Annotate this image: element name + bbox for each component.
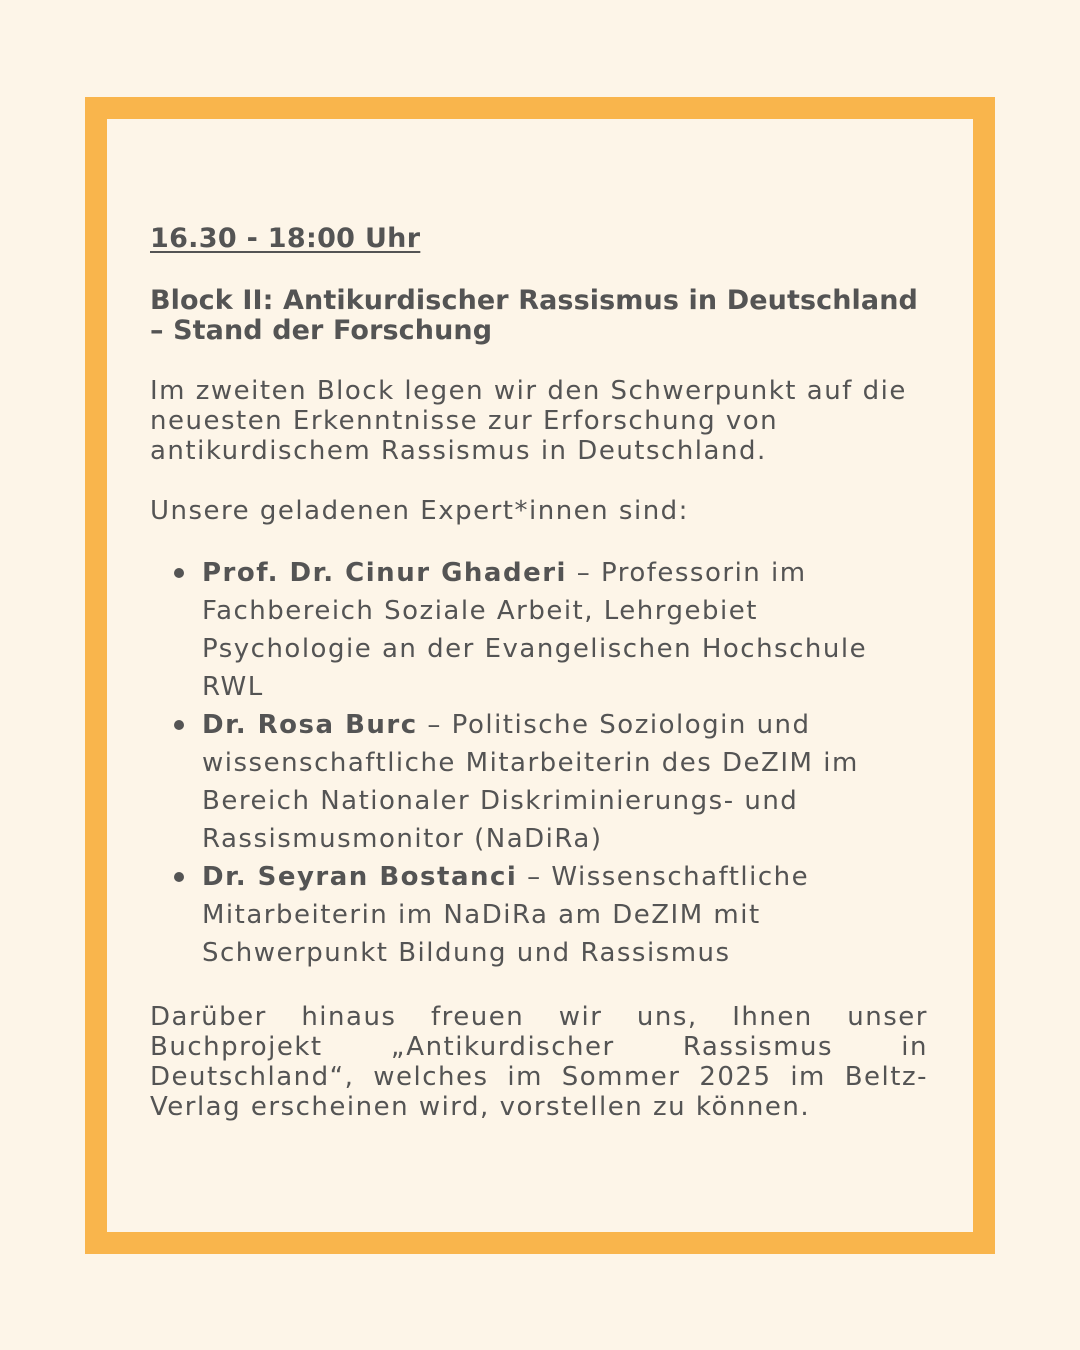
time-range: 16.30 - 18:00 Uhr	[150, 223, 421, 254]
bullet-icon	[174, 720, 184, 730]
expert-description: – Professorin im Fachbereich Soziale Arbeit, Lehrgebiet Psychologie an der Evangelischen Hochschule RWL	[202, 558, 868, 702]
expert-description: – Wissenschaftliche Mitarbeiterin im NaDiRa am DeZIM mit Schwerpunkt Bildung und Rassismus	[202, 862, 810, 968]
expert-name: Dr. Seyran Bostanci	[202, 862, 518, 892]
content-area	[150, 222, 930, 1122]
block-title: Block II: Antikurdischer Rassismus in Deutschland – Stand der Forschung	[150, 285, 918, 346]
expert-item-burc	[202, 706, 930, 858]
expert-description: – Politische Soziologin und wissenschaftliche Mitarbeiterin des DeZIM im Bereich Nationaler Diskriminierungs- und Rassismusmonitor (NaDiRa)	[202, 710, 859, 854]
bullet-icon	[174, 872, 184, 882]
experts-list	[150, 554, 930, 972]
intro-paragraph: Im zweiten Block legen wir den Schwerpunkt auf die neuesten Erkenntnisse zur Erforschung von antikurdischem Rassismus in Deutschland.	[150, 376, 907, 466]
expert-name: Prof. Dr. Cinur Ghaderi	[202, 558, 567, 588]
expert-name: Dr. Rosa Burc	[202, 710, 418, 740]
bullet-icon	[174, 568, 184, 578]
expert-item-bostanci	[202, 858, 930, 972]
experts-intro: Unsere geladenen Expert*innen sind:	[150, 496, 689, 526]
expert-item-ghaderi	[202, 554, 930, 706]
closing-paragraph: Darüber hinaus freuen wir uns, Ihnen unser Buchprojekt „Antikurdischer Rassismus in Deutschland“, welches im Sommer 2025 im Beltz-Verlag erscheinen wird, vorstellen zu können.	[150, 1002, 928, 1122]
